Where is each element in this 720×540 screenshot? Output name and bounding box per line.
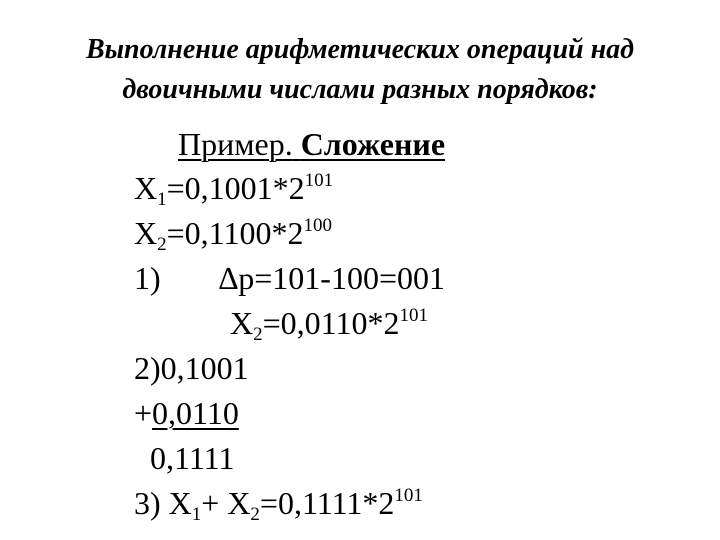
- x1-mantissa: =0,1001*2: [166, 170, 305, 206]
- slide-title: [0, 30, 720, 110]
- example-heading: [178, 124, 445, 164]
- x2-line: [134, 213, 332, 253]
- sum-line: 0,1111: [150, 440, 235, 476]
- plus-sign: +: [134, 395, 153, 431]
- x2-mantissa: =0,1100*2: [166, 215, 304, 251]
- step3-var2: X: [227, 485, 251, 521]
- step3-number: 3): [134, 485, 161, 521]
- x2-shifted-index: 2: [253, 324, 263, 345]
- x2-shifted-line: [230, 303, 428, 343]
- x2-shifted-mantissa: =0,0110*2: [262, 305, 400, 341]
- addend-value: 0,0110: [152, 395, 239, 431]
- addend-line: [134, 393, 239, 433]
- x2-shifted-var: X: [230, 305, 254, 341]
- step3-index1: 1: [191, 504, 202, 525]
- step3-line: [134, 483, 423, 523]
- title-line-1: Выполнение арифметических операций над: [85, 34, 635, 65]
- step3-var1: X: [168, 485, 192, 521]
- step1-line: [134, 258, 445, 298]
- step3-index2: 2: [250, 504, 260, 525]
- x2-index: 2: [157, 234, 167, 255]
- x2-exponent: 100: [303, 215, 332, 236]
- example-label: Пример.: [178, 126, 293, 162]
- step3-result: =0,1111*2: [259, 485, 395, 521]
- x1-index: 1: [157, 189, 167, 210]
- step3-plus: +: [201, 485, 220, 521]
- step3-exponent: 101: [394, 485, 423, 506]
- step2-line: 2)0,1001: [134, 350, 249, 386]
- step1-delta: ∆р=101-100=001: [218, 260, 445, 296]
- x2-shifted-exponent: 101: [399, 305, 428, 326]
- x2-var: X: [134, 215, 158, 251]
- step1-number: 1): [134, 260, 161, 296]
- title-line-2: двоичными числами разных порядков:: [122, 74, 598, 105]
- x1-exponent: 101: [304, 170, 334, 191]
- example-operation: Сложение: [300, 126, 446, 162]
- x1-var: X: [134, 170, 158, 206]
- x1-line: [134, 168, 333, 208]
